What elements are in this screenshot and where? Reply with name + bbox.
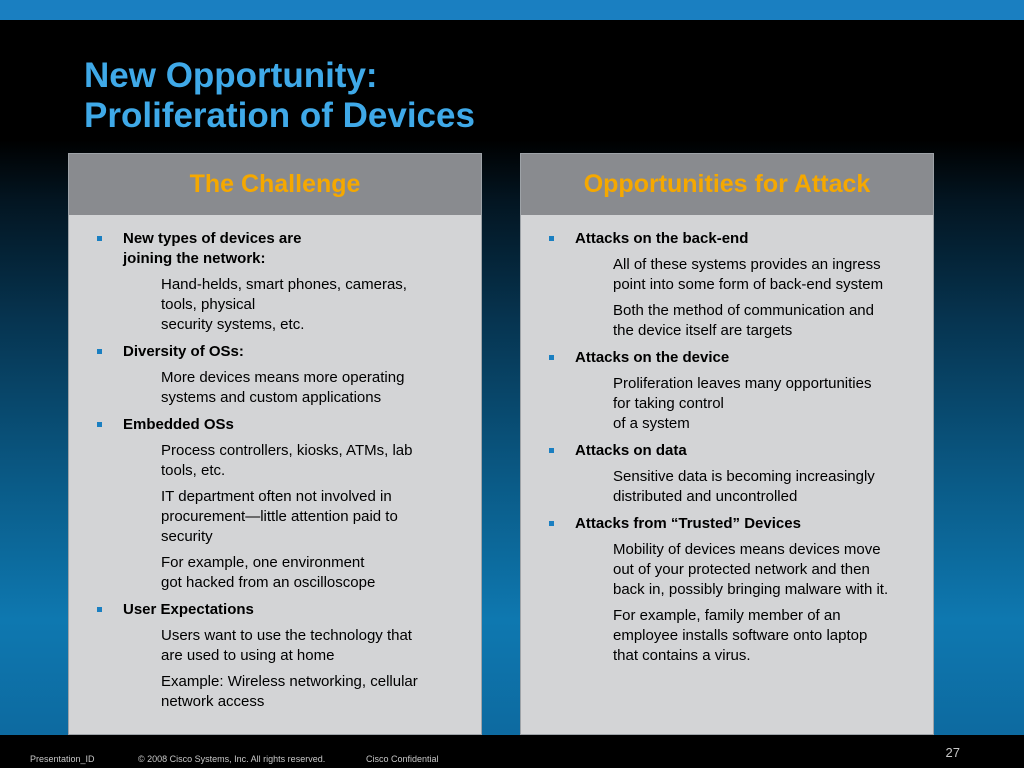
footer-confidential: Cisco Confidential (366, 754, 439, 764)
slide-title-line-2: Proliferation of Devices (84, 96, 475, 135)
square-bullet-icon (549, 521, 554, 526)
sub-point (97, 553, 469, 593)
attack-panel (520, 153, 934, 735)
challenge-panel-header: The Challenge (69, 154, 481, 215)
bullet-heading-line: Attacks on the back-end (575, 230, 749, 247)
bullet-item (97, 229, 469, 335)
sub-point-line: that contains a virus. (613, 647, 751, 664)
sub-point-line: point into some form of back-end system (613, 276, 884, 293)
sub-point-line: Sensitive data is becoming increasingly (613, 468, 875, 485)
square-bullet-icon (97, 422, 102, 427)
square-bullet-icon (97, 349, 102, 354)
sub-point-line: distributed and uncontrolled (613, 488, 798, 505)
square-bullet-icon (549, 448, 554, 453)
challenge-panel (68, 153, 482, 735)
sub-point-line: of a system (613, 415, 690, 432)
sub-point-line: security systems, etc. (161, 316, 305, 333)
slide-title (84, 56, 475, 136)
bullet-heading (97, 229, 469, 269)
sub-point-line: IT department often not involved in (161, 488, 392, 505)
sub-point (549, 301, 921, 341)
bullet-heading (97, 600, 469, 620)
bullet-item (549, 441, 921, 507)
sub-point-line: Both the method of communication and (613, 302, 874, 319)
bullet-item (549, 348, 921, 434)
bullet-item (97, 600, 469, 712)
sub-point-line: For example, family member of an (613, 607, 841, 624)
bullet-item (549, 514, 921, 666)
sub-point (549, 606, 921, 666)
sub-point-line: employee installs software onto laptop (613, 627, 868, 644)
sub-point (97, 672, 469, 712)
top-accent-band (0, 0, 1024, 20)
sub-point (549, 467, 921, 507)
sub-point-line: Process controllers, kiosks, ATMs, lab (161, 442, 413, 459)
bullet-heading (549, 348, 921, 368)
bullet-item (97, 342, 469, 408)
bullet-heading-line: Embedded OSs (123, 416, 234, 433)
attack-panel-header: Opportunities for Attack (521, 154, 933, 215)
square-bullet-icon (97, 236, 102, 241)
bullet-heading-line: Attacks from “Trusted” Devices (575, 515, 801, 532)
sub-point (549, 540, 921, 600)
bullet-item (97, 415, 469, 593)
square-bullet-icon (549, 236, 554, 241)
sub-point (549, 374, 921, 434)
sub-point-line: More devices means more operating (161, 369, 405, 386)
bullet-heading-line: Diversity of OSs: (123, 343, 244, 360)
sub-point-line: are used to using at home (161, 647, 335, 664)
sub-point-line: Mobility of devices means devices move (613, 541, 881, 558)
bullet-heading-line: joining the network: (123, 250, 266, 267)
footer-copyright: © 2008 Cisco Systems, Inc. All rights reserved. (138, 754, 326, 764)
sub-point-line: got hacked from an oscilloscope (161, 574, 376, 591)
footer-presentation-id: Presentation_ID (30, 754, 95, 764)
sub-point-line: network access (161, 693, 265, 710)
sub-point-line: systems and custom applications (161, 389, 382, 406)
slide-footer (0, 735, 1024, 768)
page-number: 27 (945, 745, 960, 760)
sub-point (97, 441, 469, 481)
square-bullet-icon (549, 355, 554, 360)
slide-title-line-1: New Opportunity: (84, 56, 378, 95)
bullet-heading-line: Attacks on data (575, 442, 687, 459)
sub-point-line: out of your protected network and then (613, 561, 870, 578)
bullet-heading (97, 415, 469, 435)
bullet-heading-line: New types of devices are (123, 230, 302, 247)
sub-point-line: Users want to use the technology that (161, 627, 412, 644)
bullet-heading (549, 229, 921, 249)
sub-point-line: back in, possibly bringing malware with it. (613, 581, 889, 598)
sub-point (97, 275, 469, 335)
sub-point-line: procurement—little attention paid to (161, 508, 398, 525)
bullet-heading (549, 441, 921, 461)
sub-point-line: Example: Wireless networking, cellular (161, 673, 418, 690)
sub-point-line: For example, one environment (161, 554, 365, 571)
sub-point-line: Proliferation leaves many opportunities (613, 375, 872, 392)
sub-point (97, 626, 469, 666)
sub-point-line: All of these systems provides an ingress (613, 256, 881, 273)
sub-point-line: tools, etc. (161, 462, 226, 479)
challenge-panel-body (69, 215, 481, 712)
bullet-heading (549, 514, 921, 534)
sub-point (549, 255, 921, 295)
bullet-item (549, 229, 921, 341)
sub-point-line: for taking control (613, 395, 724, 412)
sub-point-line: the device itself are targets (613, 322, 793, 339)
sub-point-line: security (161, 528, 213, 545)
attack-panel-body (521, 215, 933, 666)
sub-point-line: tools, physical (161, 296, 256, 313)
square-bullet-icon (97, 607, 102, 612)
sub-point (97, 368, 469, 408)
bullet-heading-line: Attacks on the device (575, 349, 730, 366)
bullet-heading (97, 342, 469, 362)
bullet-heading-line: User Expectations (123, 601, 254, 618)
sub-point (97, 487, 469, 547)
sub-point-line: Hand-helds, smart phones, cameras, (161, 276, 407, 293)
